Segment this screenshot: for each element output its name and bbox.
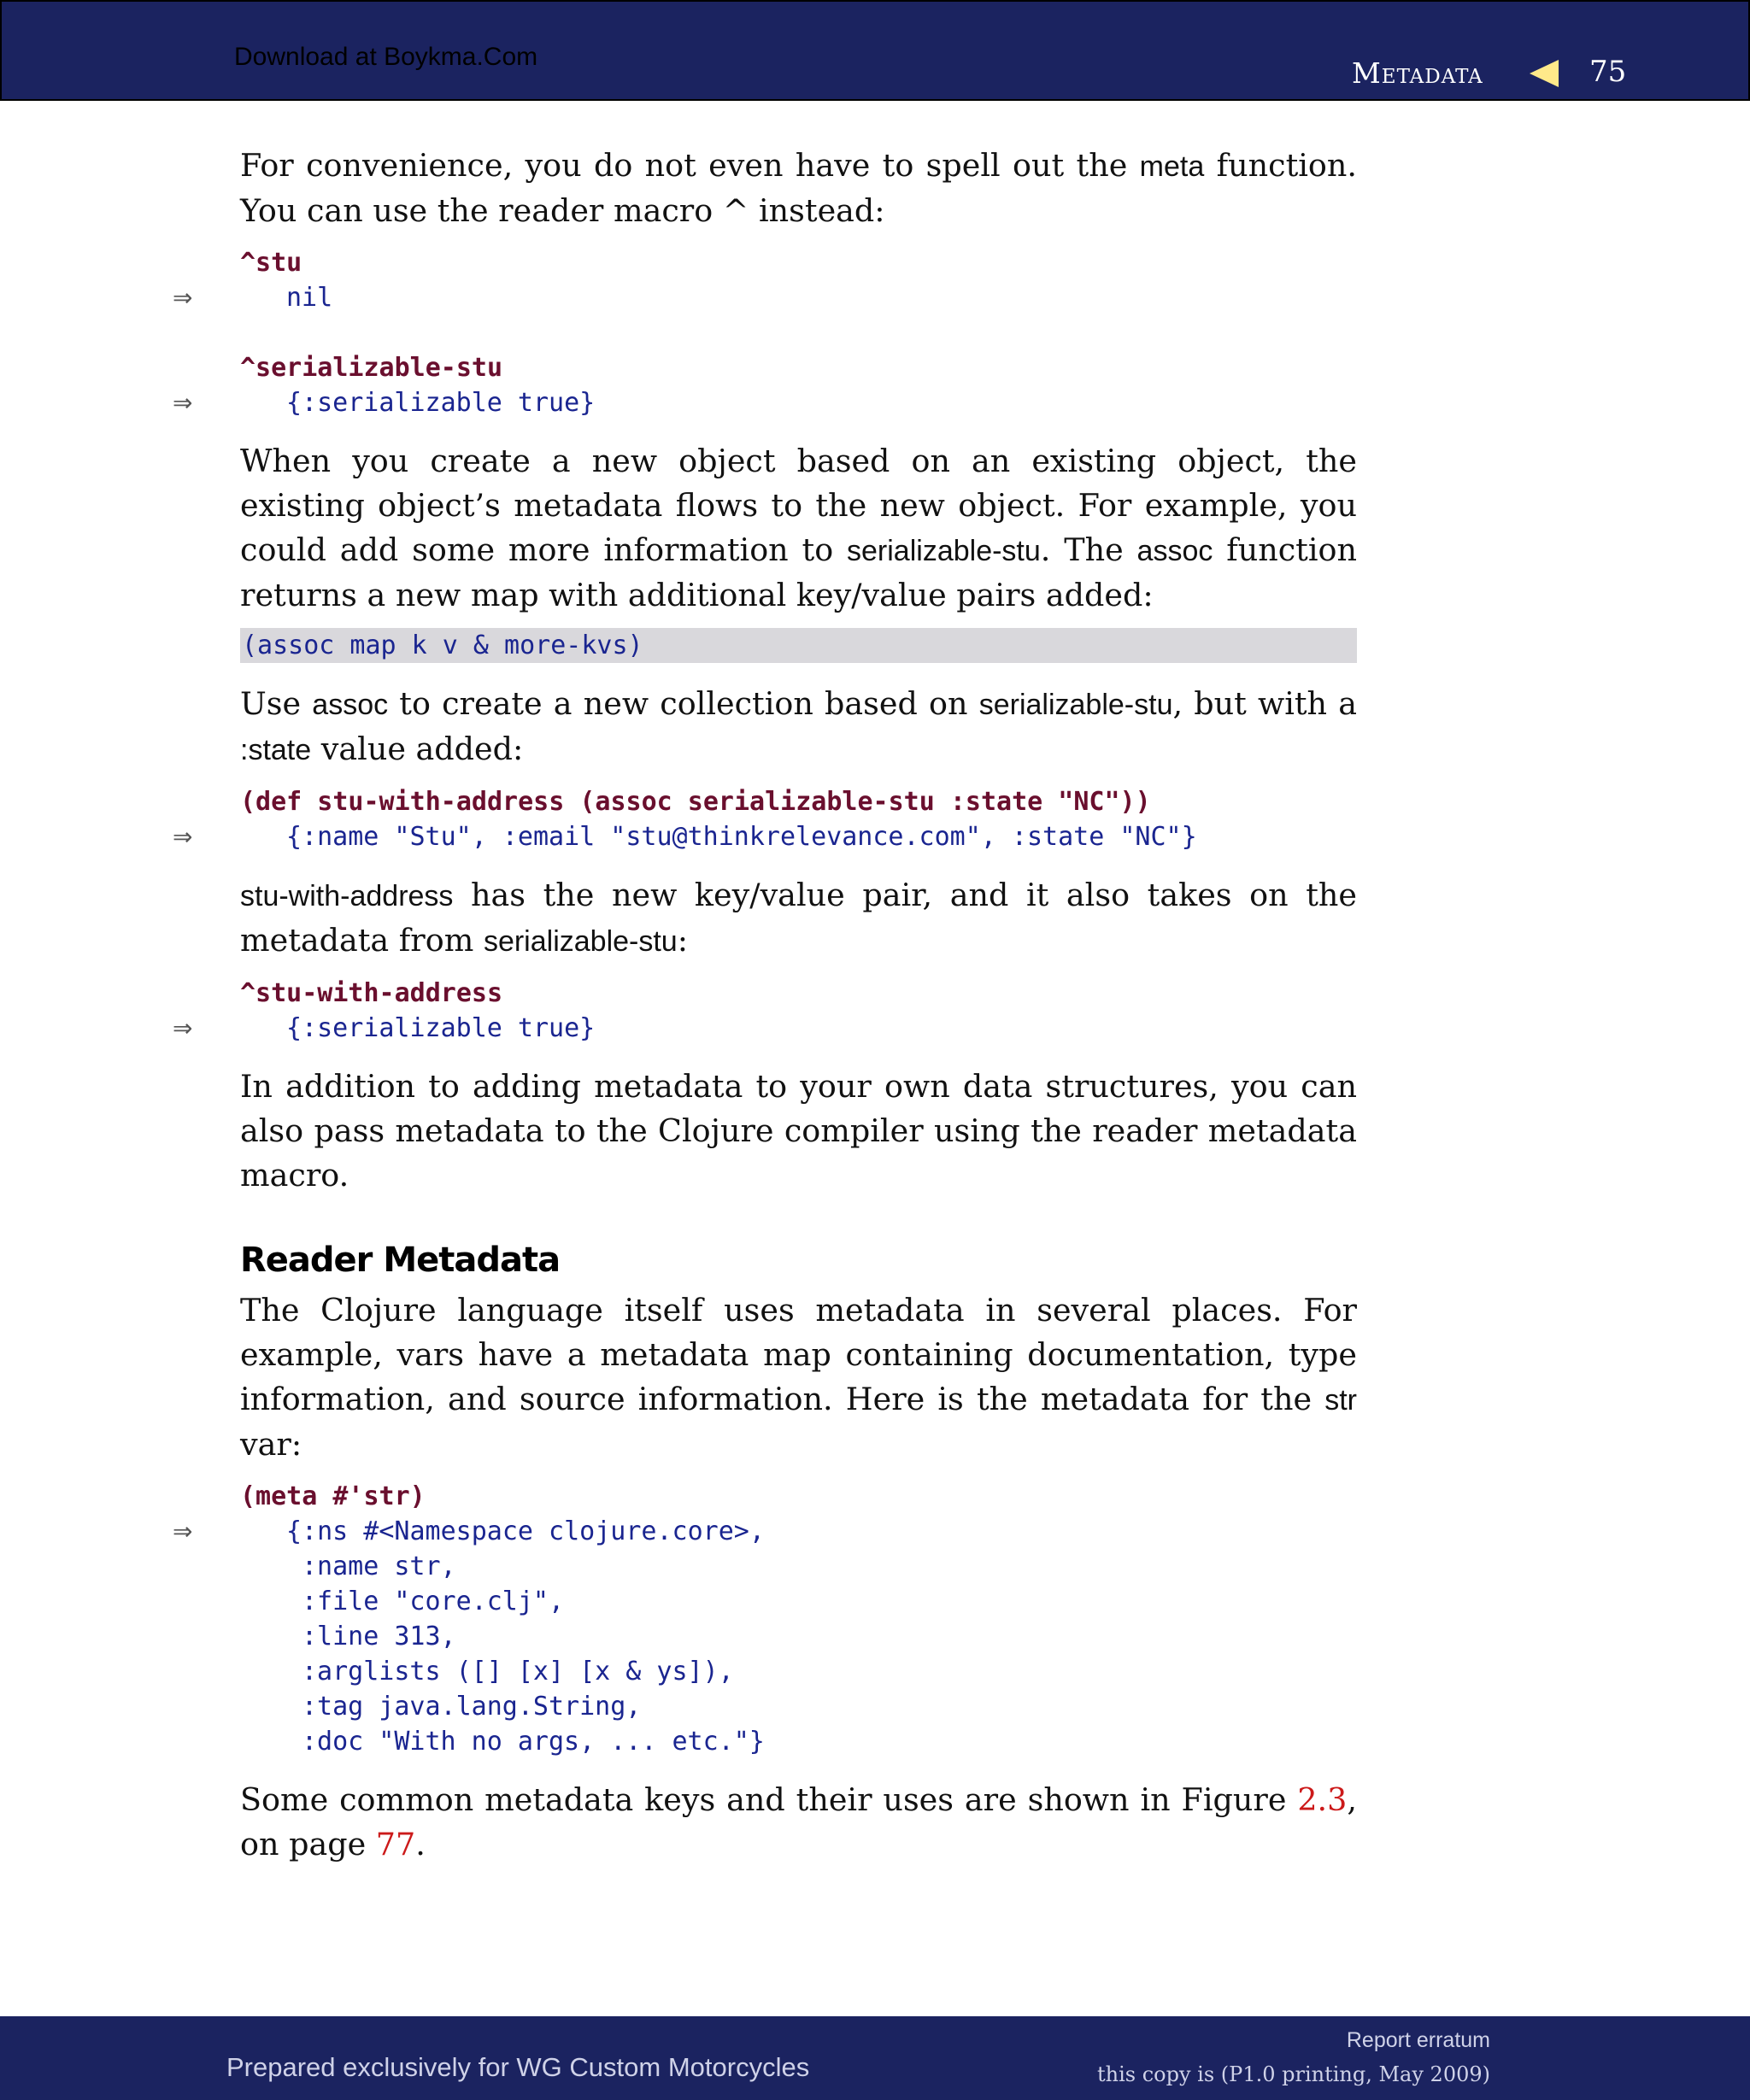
code-output: ⇒ {:name "Stu", :email "stu@thinkrelevance.com", :state "NC"} [240,819,1357,854]
result-arrow-icon: ⇒ [173,1014,193,1042]
inline-code: assoc [1136,535,1213,567]
code-output: ⇒ {:serializable true} [240,1011,1357,1046]
code-example [173,784,1357,854]
page-content [173,144,1358,1867]
triangle-left-icon[interactable] [1530,60,1559,87]
report-erratum-link[interactable]: Report erratum [1346,2028,1490,2052]
inline-code: serializable-stu [483,925,678,958]
download-watermark: Download at Boykma.Com [234,43,538,71]
code-input: (meta #'str) [240,1481,426,1511]
inline-code: assoc [312,689,389,721]
code-output: :line 313, [302,1622,456,1651]
code-input: ^serializable-stu [240,353,503,383]
code-output: :name str, [302,1552,456,1581]
code-output: ⇒ {:ns #<Namespace clojure.core>, [240,1514,1357,1549]
code-input: ^stu [240,248,302,278]
code-example [173,1479,1357,1759]
figure-link[interactable]: 2.3 [1297,1781,1348,1818]
code-example [173,976,1357,1046]
running-head-section[interactable]: Metadata [1352,56,1483,90]
paragraph: The Clojure language itself uses metadata in several places. For example, vars have a metadata map containing documentation, type information, and source information. Here is the metadata for the str var: [240,1292,1357,1463]
code-output: :doc "With no args, ... etc."} [302,1727,765,1757]
paragraph: stu-with-address has the new key/value pair, and it also takes on the metadata from serializable-stu: [240,877,1357,959]
page-header [0,0,1750,101]
page-number: 75 [1589,55,1627,89]
code-output: ⇒ {:serializable true} [240,385,1357,420]
paragraph: Some common metadata keys and their uses are shown in Figure 2.3, on page 77. [240,1781,1357,1862]
result-arrow-icon: ⇒ [173,1517,193,1546]
inline-code: serializable-stu [978,689,1173,721]
code-input: (def stu-with-address (assoc serializable-stu :state "NC")) [240,787,1151,817]
code-output: :arglists ([] [x] [x & ys]), [302,1657,734,1686]
inline-code: serializable-stu [847,535,1041,567]
paragraph: When you create a new object based on an existing object, the existing object’s metadata flows to the new object. For example, you could add some more information to serializable-stu. The assoc function returns a new map with additional key/value pairs added: [240,443,1357,613]
code-example [173,350,1357,420]
inline-code: meta [1139,150,1205,183]
code-output: ⇒ nil [240,280,1357,315]
syntax-box: (assoc map k v & more-kvs) [240,628,1357,663]
prepared-for-text: Prepared exclusively for WG Custom Motorcycles [226,2052,810,2082]
code-output: :file "core.clj", [302,1587,565,1616]
inline-code: stu-with-address [240,880,454,912]
result-arrow-icon: ⇒ [173,389,193,417]
paragraph: For convenience, you do not even have to spell out the meta function. You can use the reader macro ^ instead: [240,147,1358,229]
code-input: ^stu-with-address [240,978,503,1008]
printing-info: this copy is (P1.0 printing, May 2009) [1097,2062,1490,2086]
page-footer [0,2016,1750,2100]
paragraph: Use assoc to create a new collection based on serializable-stu, but with a :state value added: [240,685,1358,767]
code-output: :tag java.lang.String, [302,1692,642,1722]
result-arrow-icon: ⇒ [173,284,193,312]
page-link[interactable]: 77 [375,1826,416,1862]
result-arrow-icon: ⇒ [173,823,193,851]
inline-code: :state [240,734,312,766]
inline-code: str [1324,1384,1357,1417]
section-heading: Reader Metadata [240,1241,561,1280]
code-example [173,245,1357,315]
paragraph: In addition to adding metadata to your own data structures, you can also pass metadata to the Clojure compiler using the reader metadata macro. [240,1068,1357,1194]
